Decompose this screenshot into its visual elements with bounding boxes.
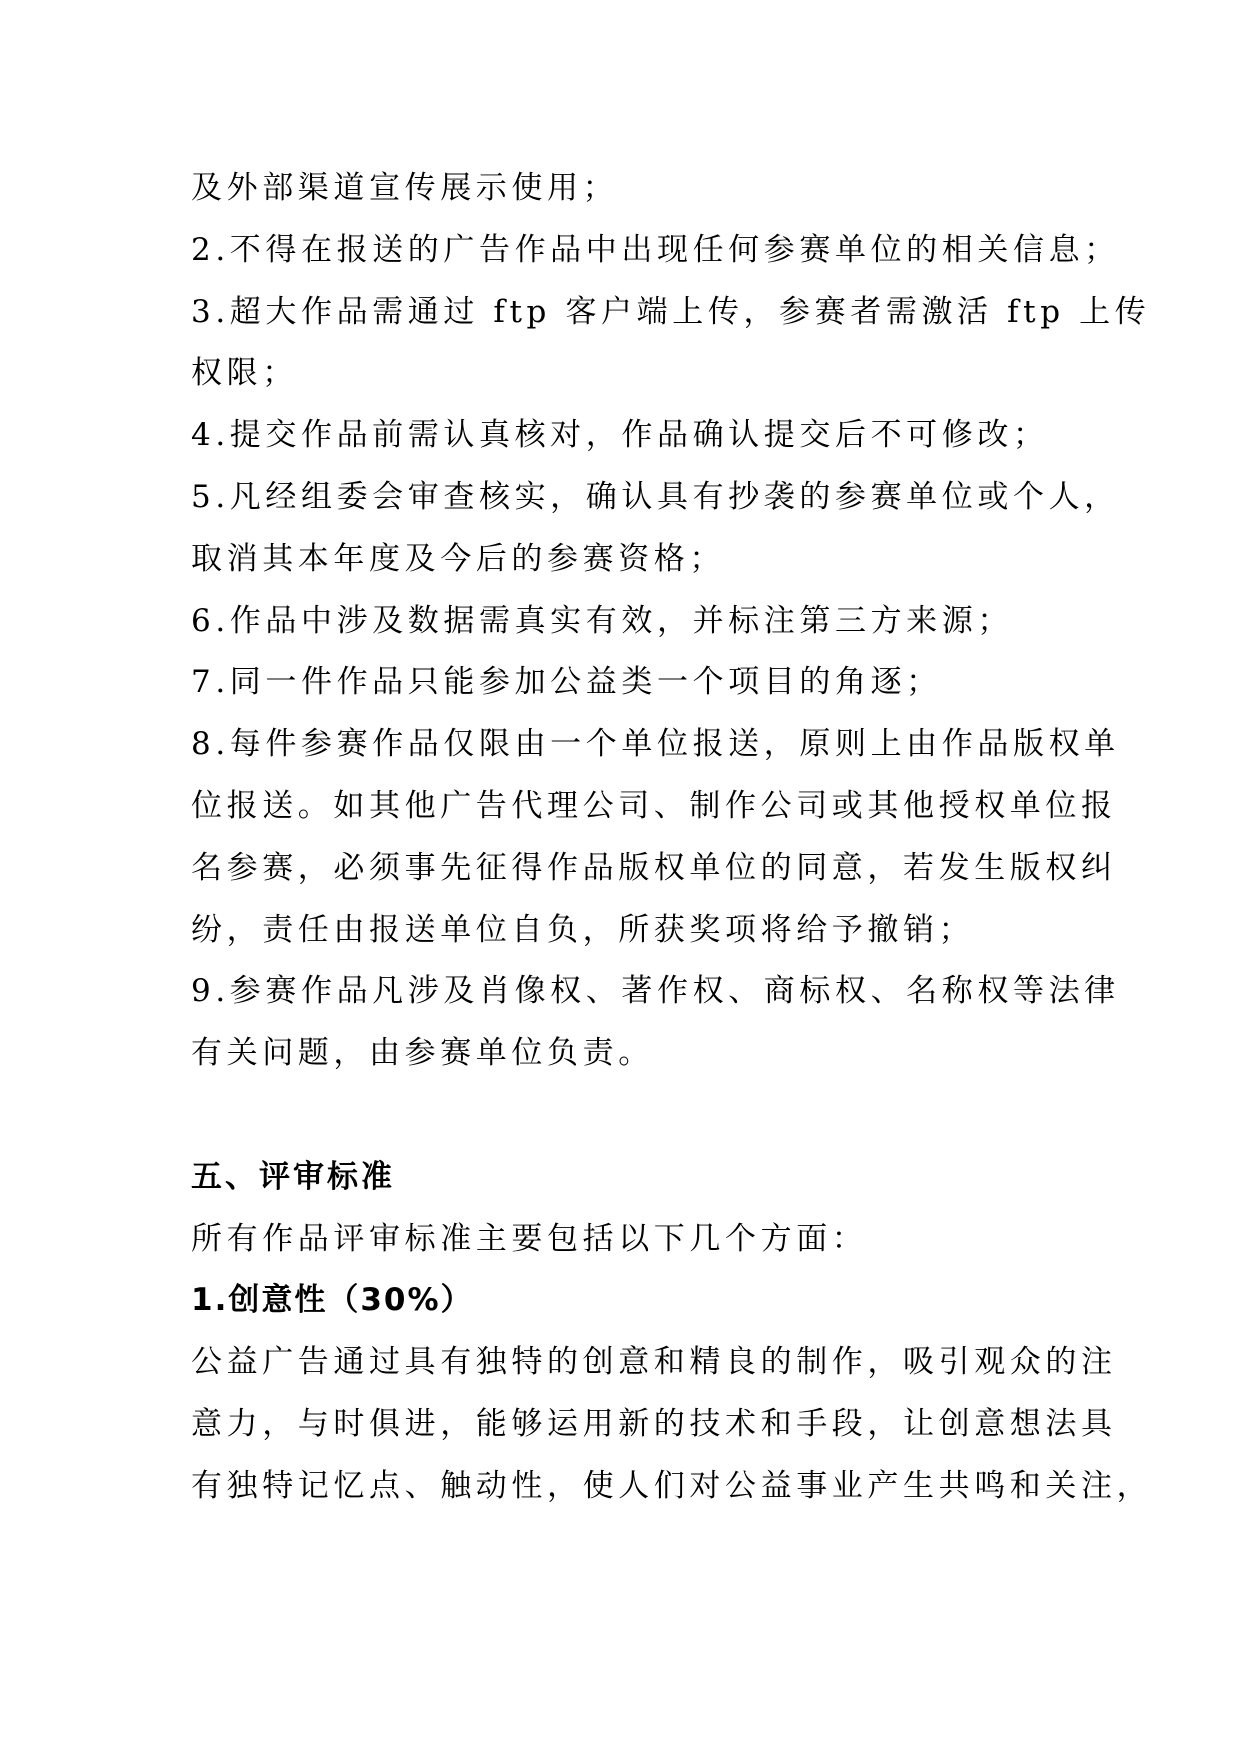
criterion-1-title: 1.创意性（30%） bbox=[191, 1282, 474, 1319]
rule-item-3: 3.超大作品需通过 ftp 客户端上传，参赛者需激活 ftp 上传 bbox=[191, 293, 1151, 330]
rule-item-2: 2.不得在报送的广告作品中出现任何参赛单位的相关信息； bbox=[191, 231, 1120, 268]
criterion-1-line-2: 意力，与时俱进，能够运用新的技术和手段，让创意想法具 bbox=[191, 1405, 1117, 1442]
rule-item-8-continued-3: 纷，责任由报送单位自负，所获奖项将给予撤销； bbox=[191, 911, 975, 948]
paragraph-gap bbox=[191, 1085, 1071, 1147]
rule-item-6: 6.作品中涉及数据需真实有效，并标注第三方来源； bbox=[191, 602, 1013, 639]
rule-item-8-continued-2: 名参赛，必须事先征得作品版权单位的同意，若发生版权纠 bbox=[191, 849, 1117, 886]
continued-text-line: 及外部渠道宣传展示使用； bbox=[191, 170, 619, 206]
rule-item-8: 8.每件参赛作品仅限由一个单位报送，原则上由作品版权单 bbox=[191, 726, 1120, 763]
rule-item-9-continued: 有关问题，由参赛单位负责。 bbox=[191, 1035, 654, 1072]
criterion-1-line-3: 有独特记忆点、触动性，使人们对公益事业产生共鸣和关注， bbox=[191, 1467, 1153, 1504]
rule-item-7: 7.同一件作品只能参加公益类一个项目的角逐； bbox=[191, 664, 942, 701]
section-five-intro: 所有作品评审标准主要包括以下几个方面： bbox=[191, 1220, 868, 1257]
rule-item-3-continued: 权限； bbox=[191, 355, 298, 392]
criterion-1-line-1: 公益广告通过具有独特的创意和精良的制作，吸引观众的注 bbox=[191, 1344, 1117, 1381]
page-content bbox=[191, 158, 1153, 1518]
rule-item-5: 5.凡经组委会审查核实，确认具有抄袭的参赛单位或个人， bbox=[191, 478, 1120, 515]
section-five-heading: 五、评审标准 bbox=[191, 1158, 395, 1195]
rule-item-8-continued-1: 位报送。如其他广告代理公司、制作公司或其他授权单位报 bbox=[191, 787, 1117, 824]
rule-item-9: 9.参赛作品凡涉及肖像权、著作权、商标权、名称权等法律 bbox=[191, 973, 1120, 1010]
rule-item-4: 4.提交作品前需认真核对，作品确认提交后不可修改； bbox=[191, 417, 1049, 454]
rule-item-5-continued: 取消其本年度及今后的参赛资格； bbox=[191, 540, 725, 577]
